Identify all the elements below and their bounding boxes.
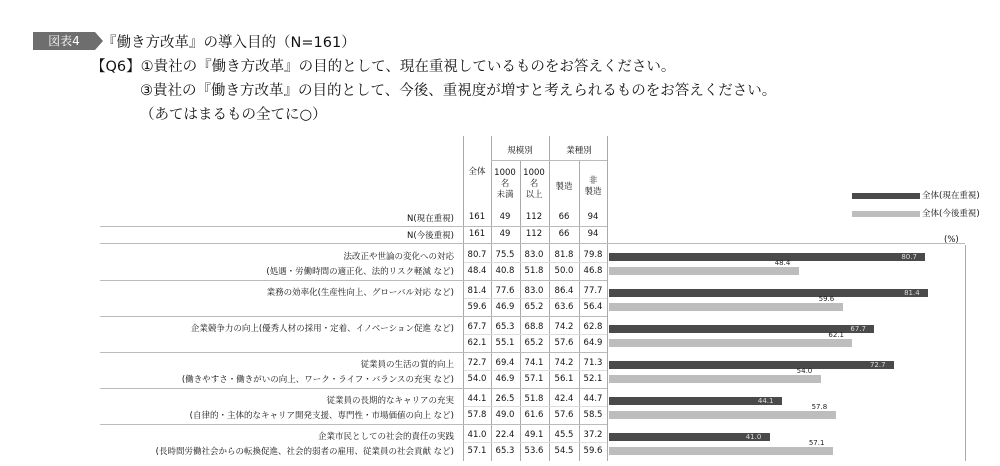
n-cell: 49 bbox=[499, 212, 511, 222]
category-label: 法改正や世論の変化への対応 bbox=[343, 252, 454, 262]
chart-frame-line bbox=[965, 245, 966, 461]
table-cell-current: 51.8 bbox=[524, 394, 544, 404]
category-sublabel: (処遇・労働時間の適正化、法的リスク軽減 など) bbox=[266, 267, 454, 277]
table-cell-future: 54.5 bbox=[554, 446, 574, 456]
bar-future bbox=[609, 303, 843, 311]
row-mid-separator bbox=[464, 370, 607, 371]
table-cell-future: 46.8 bbox=[583, 266, 603, 276]
row-separator bbox=[100, 352, 607, 353]
bar-value-current: 41.0 bbox=[745, 433, 762, 441]
legend-label-future: 全体(今後重視) bbox=[922, 209, 980, 219]
category-label: 業務の効率化(生産性向上、グローバル対応 など) bbox=[266, 288, 454, 298]
category-sublabel: (長時間労働社会からの転換促進、社会的弱者の雇用、従業員の社会貢献 など) bbox=[155, 447, 454, 457]
table-cell-current: 45.5 bbox=[554, 430, 574, 440]
bar-future bbox=[609, 267, 799, 275]
table-cell-current: 81.8 bbox=[554, 250, 574, 260]
question-line-3: （あてはまるもの全てに○） bbox=[140, 107, 327, 123]
category-label: 企業競争力の向上(優秀人材の採用・定着、イノベーション促進 など) bbox=[190, 324, 454, 334]
header-total: 全体 bbox=[468, 167, 486, 177]
table-cell-future: 40.8 bbox=[495, 266, 515, 276]
row-separator bbox=[100, 316, 607, 317]
table-cell-future: 56.4 bbox=[583, 302, 603, 312]
table-cell-current: 68.8 bbox=[524, 322, 544, 332]
table-cell-current: 26.5 bbox=[495, 394, 515, 404]
table-cell-current: 71.3 bbox=[583, 358, 603, 368]
row-mid-separator bbox=[464, 406, 607, 407]
bar-current bbox=[609, 397, 782, 405]
legend-label-current: 全体(現在重視) bbox=[922, 191, 980, 201]
row-mid-separator bbox=[464, 298, 607, 299]
table-cell-current: 83.0 bbox=[524, 250, 544, 260]
table-grid-line bbox=[100, 226, 607, 227]
legend-swatch-future bbox=[852, 211, 920, 217]
table-cell-future: 58.5 bbox=[583, 410, 603, 420]
table-cell-future: 59.6 bbox=[583, 446, 603, 456]
bar-value-current: 44.1 bbox=[757, 397, 774, 405]
n-cell: 66 bbox=[558, 212, 570, 222]
bar-current bbox=[609, 289, 928, 297]
row-mid-separator bbox=[464, 442, 607, 443]
question-line-2: ③貴社の『働き方改革』の目的として、今後、重視度が増すと考えられるものをお答えください。 bbox=[140, 83, 777, 99]
question-line-1: 【Q6】①貴社の『働き方改革』の目的として、現在重視しているものをお答えください。 bbox=[91, 59, 676, 75]
n-cell: 66 bbox=[558, 229, 570, 239]
table-grid-line bbox=[100, 243, 965, 244]
table-cell-future: 55.1 bbox=[495, 338, 515, 348]
row-separator bbox=[100, 280, 607, 281]
category-label: 従業員の生活の質的向上 bbox=[360, 360, 454, 370]
bar-current bbox=[609, 361, 894, 369]
figure-tag: 図表4 bbox=[33, 32, 95, 50]
table-cell-future: 50.0 bbox=[554, 266, 574, 276]
table-cell-future: 57.6 bbox=[554, 410, 574, 420]
table-cell-current: 74.1 bbox=[524, 358, 544, 368]
table-cell-current: 86.4 bbox=[554, 286, 574, 296]
bar-value-current: 80.7 bbox=[901, 253, 917, 261]
table-cell-current: 65.3 bbox=[495, 322, 515, 332]
n-row-label: N(今後重視) bbox=[407, 231, 454, 241]
table-cell-future: 65.3 bbox=[495, 446, 515, 456]
table-cell-future: 56.1 bbox=[554, 374, 574, 384]
table-cell-future: 57.1 bbox=[467, 446, 487, 456]
n-cell: 94 bbox=[587, 229, 599, 239]
table-cell-future: 51.8 bbox=[524, 266, 544, 276]
header-over-1000: 1000 名 以上 bbox=[523, 168, 545, 200]
bar-value-future: 48.4 bbox=[774, 259, 791, 267]
row-separator bbox=[100, 388, 607, 389]
bar-value-future: 57.1 bbox=[808, 439, 825, 447]
table-cell-current: 41.0 bbox=[467, 430, 487, 440]
bar-value-future: 62.1 bbox=[828, 331, 845, 339]
table-cell-future: 64.9 bbox=[583, 338, 603, 348]
table-cell-future: 63.6 bbox=[554, 302, 574, 312]
table-cell-current: 83.0 bbox=[524, 286, 544, 296]
n-cell: 161 bbox=[468, 229, 486, 239]
table-cell-current: 72.7 bbox=[467, 358, 487, 368]
table-cell-current: 44.7 bbox=[583, 394, 603, 404]
n-cell: 49 bbox=[499, 229, 511, 239]
figure-title: 『働き方改革』の導入目的（N=161） bbox=[102, 35, 356, 51]
table-cell-current: 74.2 bbox=[554, 322, 574, 332]
n-cell: 161 bbox=[468, 212, 486, 222]
bar-value-current: 72.7 bbox=[869, 361, 886, 369]
category-label: 企業市民としての社会的責任の実践 bbox=[317, 432, 454, 442]
bar-value-future: 54.0 bbox=[796, 367, 813, 375]
bar-value-future: 57.8 bbox=[811, 403, 828, 411]
n-cell: 112 bbox=[525, 212, 543, 222]
table-cell-current: 37.2 bbox=[583, 430, 603, 440]
table-cell-current: 44.1 bbox=[467, 394, 487, 404]
table-cell-future: 46.9 bbox=[495, 374, 515, 384]
table-cell-current: 49.1 bbox=[524, 430, 544, 440]
row-separator bbox=[100, 424, 607, 425]
table-cell-current: 79.8 bbox=[583, 250, 603, 260]
table-cell-future: 57.8 bbox=[467, 410, 487, 420]
header-non-manufacturing: 非 製造 bbox=[584, 176, 602, 197]
table-cell-current: 42.4 bbox=[554, 394, 574, 404]
table-grid-line bbox=[607, 136, 608, 461]
table-cell-current: 75.5 bbox=[495, 250, 515, 260]
category-sublabel: (自律的・主体的なキャリア開発支援、専門性・市場価値の向上 など) bbox=[189, 411, 454, 421]
table-cell-future: 54.0 bbox=[467, 374, 487, 384]
header-industry-group: 業種別 bbox=[566, 146, 592, 156]
table-cell-future: 65.2 bbox=[524, 302, 544, 312]
table-cell-future: 61.6 bbox=[524, 410, 544, 420]
row-mid-separator bbox=[464, 262, 607, 263]
table-cell-current: 80.7 bbox=[467, 250, 487, 260]
category-sublabel: (働きやすさ・働きがいの向上、ワーク・ライフ・バランスの充実 など) bbox=[181, 375, 454, 385]
table-cell-future: 48.4 bbox=[467, 266, 487, 276]
legend-swatch-current bbox=[852, 193, 920, 199]
table-cell-current: 22.4 bbox=[495, 430, 515, 440]
table-cell-future: 46.9 bbox=[495, 302, 515, 312]
n-cell: 112 bbox=[525, 229, 543, 239]
bar-future bbox=[609, 375, 821, 383]
bar-future bbox=[609, 447, 833, 455]
table-cell-future: 59.6 bbox=[467, 302, 487, 312]
header-size-group: 規模別 bbox=[507, 146, 533, 156]
table-cell-current: 62.8 bbox=[583, 322, 603, 332]
table-cell-future: 57.6 bbox=[554, 338, 574, 348]
table-cell-current: 77.7 bbox=[583, 286, 603, 296]
table-cell-current: 77.6 bbox=[495, 286, 515, 296]
header-manufacturing: 製造 bbox=[555, 182, 573, 192]
table-cell-current: 67.7 bbox=[467, 322, 487, 332]
table-cell-current: 74.2 bbox=[554, 358, 574, 368]
n-cell: 94 bbox=[587, 212, 599, 222]
bar-value-current: 67.7 bbox=[850, 325, 866, 333]
table-cell-future: 49.0 bbox=[495, 410, 515, 420]
table-cell-future: 57.1 bbox=[524, 374, 544, 384]
table-cell-future: 65.2 bbox=[524, 338, 544, 348]
bar-value-future: 59.6 bbox=[818, 295, 835, 303]
table-cell-future: 53.6 bbox=[524, 446, 544, 456]
row-mid-separator bbox=[464, 334, 607, 335]
bar-future bbox=[609, 411, 836, 419]
table-cell-current: 81.4 bbox=[467, 286, 487, 296]
n-row-label: N(現在重視) bbox=[407, 214, 454, 224]
bar-future bbox=[609, 339, 852, 347]
header-under-1000: 1000 名 未満 bbox=[494, 168, 516, 200]
table-cell-current: 69.4 bbox=[495, 358, 515, 368]
category-label: 従業員の長期的なキャリアの充実 bbox=[326, 396, 454, 406]
unit-label: (%) bbox=[944, 235, 959, 245]
table-grid-line bbox=[491, 160, 607, 161]
bar-value-current: 81.4 bbox=[904, 289, 920, 297]
table-cell-future: 52.1 bbox=[583, 374, 603, 384]
table-cell-future: 62.1 bbox=[467, 338, 487, 348]
bar-current bbox=[609, 253, 925, 261]
